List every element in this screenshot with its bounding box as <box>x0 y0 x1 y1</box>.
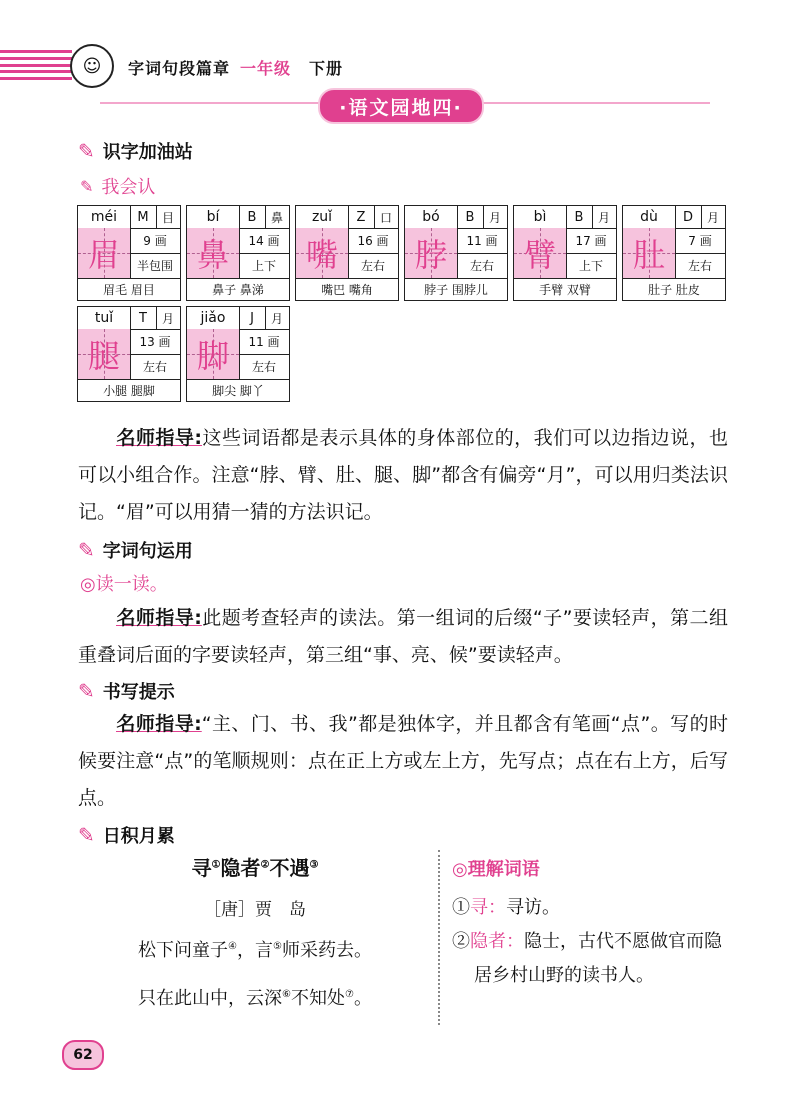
poem-title: 寻①隐者②不遇③ <box>191 856 319 880</box>
glossary-title: ◎理解词语 <box>452 859 540 880</box>
book-title: 字词句段篇章 <box>128 59 231 78</box>
tip-paragraph-2: 名师指导:此题考查轻声的读法。第一组词的后缀“子”要读轻声，第二组重叠词后面的字要读轻声，第三组“事、亮、候”要读轻声。 <box>78 607 728 666</box>
card-stroke-count: 17 画 <box>566 228 616 254</box>
tip-label: 名师指导: <box>116 427 203 449</box>
card-character: 腿 <box>78 329 131 380</box>
card-stroke-count: 14 画 <box>239 228 289 254</box>
character-card <box>513 205 617 301</box>
card-index-letter: B <box>239 206 266 229</box>
mascot-icon: ☺ <box>70 44 114 88</box>
grade-label: 一年级 <box>240 59 292 78</box>
subheading-read: ◎读一读。 <box>80 574 168 595</box>
card-structure: 左右 <box>457 253 507 279</box>
section-heading-4: ✎ 日积月累 <box>78 823 175 847</box>
card-radical: 鼻 <box>265 206 289 229</box>
poem-author: ［唐］贾 岛 <box>204 900 306 920</box>
glossary <box>452 855 732 993</box>
character-card <box>186 205 290 301</box>
card-example-words: 脚尖 脚丫 <box>212 383 264 398</box>
card-index-letter: Z <box>348 206 375 229</box>
section-icon: ✎ <box>78 679 95 703</box>
card-example-words: 脖子 围脖儿 <box>424 282 488 297</box>
card-example-words: 肚子 肚皮 <box>648 282 700 297</box>
character-card <box>295 205 399 301</box>
poem-line-2: 只在此山中，云深⑥不知处⑦。 <box>138 988 372 1009</box>
card-example-words: 嘴巴 嘴角 <box>321 282 373 297</box>
card-pinyin: jiǎo <box>187 307 240 330</box>
card-index-letter: J <box>239 307 266 330</box>
card-pinyin: zuǐ <box>296 206 349 229</box>
character-card <box>622 205 726 301</box>
section-heading-2: ✎ 字词句运用 <box>78 538 193 562</box>
card-stroke-count: 11 画 <box>457 228 507 254</box>
card-structure: 左右 <box>675 253 725 279</box>
tip-paragraph-1: 名师指导:这些词语都是表示具体的身体部位的，我们可以边指边说，也可以小组合作。注意“脖、臂、肚、腿、脚”都含有偏旁“月”，可以用归类法识记。“眉”可以用猜一猜的方法识记。 <box>78 427 728 523</box>
card-character: 眉 <box>78 228 131 279</box>
card-index-letter: D <box>675 206 702 229</box>
card-pinyin: dù <box>623 206 676 229</box>
pencil-icon: ✎ <box>80 176 94 196</box>
card-stroke-count: 13 画 <box>130 329 180 355</box>
header-title <box>128 56 343 79</box>
card-index-letter: M <box>130 206 157 229</box>
card-structure: 上下 <box>239 253 289 279</box>
card-index-letter: B <box>566 206 593 229</box>
card-radical: 月 <box>592 206 616 229</box>
card-radical: 口 <box>374 206 398 229</box>
card-example-words: 小腿 腿脚 <box>103 383 155 398</box>
card-index-letter: B <box>457 206 484 229</box>
section-heading-1: ✎ 识字加油站 <box>78 139 193 163</box>
glossary-item-1: ①寻：寻访。 <box>452 897 560 918</box>
section-heading-3: ✎ 书写提示 <box>78 679 175 703</box>
card-example-words: 手臂 双臂 <box>539 282 591 297</box>
card-stroke-count: 7 画 <box>675 228 725 254</box>
card-stroke-count: 9 画 <box>130 228 180 254</box>
character-card <box>404 205 508 301</box>
section-icon: ✎ <box>78 823 95 847</box>
card-pinyin: bí <box>187 206 240 229</box>
card-character: 嘴 <box>296 228 349 279</box>
card-stroke-count: 11 画 <box>239 329 289 355</box>
card-pinyin: tuǐ <box>78 307 131 330</box>
unit-banner: ·语文园地四· <box>318 88 484 124</box>
card-index-letter: T <box>130 307 157 330</box>
card-structure: 左右 <box>130 354 180 380</box>
card-radical: 月 <box>265 307 289 330</box>
poem-line-1: 松下问童子④，言⑤师采药去。 <box>138 940 372 961</box>
poem <box>90 852 420 1016</box>
card-radical: 月 <box>483 206 507 229</box>
card-character: 脖 <box>405 228 458 279</box>
character-card <box>77 306 181 402</box>
card-character: 臂 <box>514 228 567 279</box>
page-number: 62 <box>62 1040 104 1070</box>
character-card <box>186 306 290 402</box>
card-pinyin: bì <box>514 206 567 229</box>
tip-paragraph-3: 名师指导:“主、门、书、我”都是独体字，并且都含有笔画“点”。写的时候要注意“点”的笔顺规则：点在正上方或左上方，先写点；点在右上方，后写点。 <box>78 713 729 809</box>
card-radical: 月 <box>701 206 725 229</box>
card-pinyin: méi <box>78 206 131 229</box>
column-divider <box>438 850 440 1025</box>
card-structure: 左右 <box>239 354 289 380</box>
tip-label: 名师指导: <box>116 713 202 735</box>
card-character: 脚 <box>187 329 240 380</box>
card-radical: 目 <box>156 206 180 229</box>
header-stripes <box>0 50 72 80</box>
section-icon: ✎ <box>78 538 95 562</box>
card-character: 鼻 <box>187 228 240 279</box>
volume-label: 下册 <box>309 59 344 78</box>
tip-label: 名师指导: <box>116 607 202 629</box>
card-radical: 月 <box>156 307 180 330</box>
glossary-item-2: ②隐者：隐士，古代不愿做官而隐居乡村山野的读书人。 <box>452 931 722 986</box>
card-structure: 左右 <box>348 253 398 279</box>
character-card <box>77 205 181 301</box>
card-pinyin: bó <box>405 206 458 229</box>
card-example-words: 眉毛 眉目 <box>103 282 155 297</box>
card-structure: 半包围 <box>130 253 180 279</box>
card-character: 肚 <box>623 228 676 279</box>
card-example-words: 鼻子 鼻涕 <box>212 282 264 297</box>
subheading-recognize: ✎ 我会认 <box>80 176 156 198</box>
section-icon: ✎ <box>78 139 95 163</box>
card-stroke-count: 16 画 <box>348 228 398 254</box>
card-structure: 上下 <box>566 253 616 279</box>
